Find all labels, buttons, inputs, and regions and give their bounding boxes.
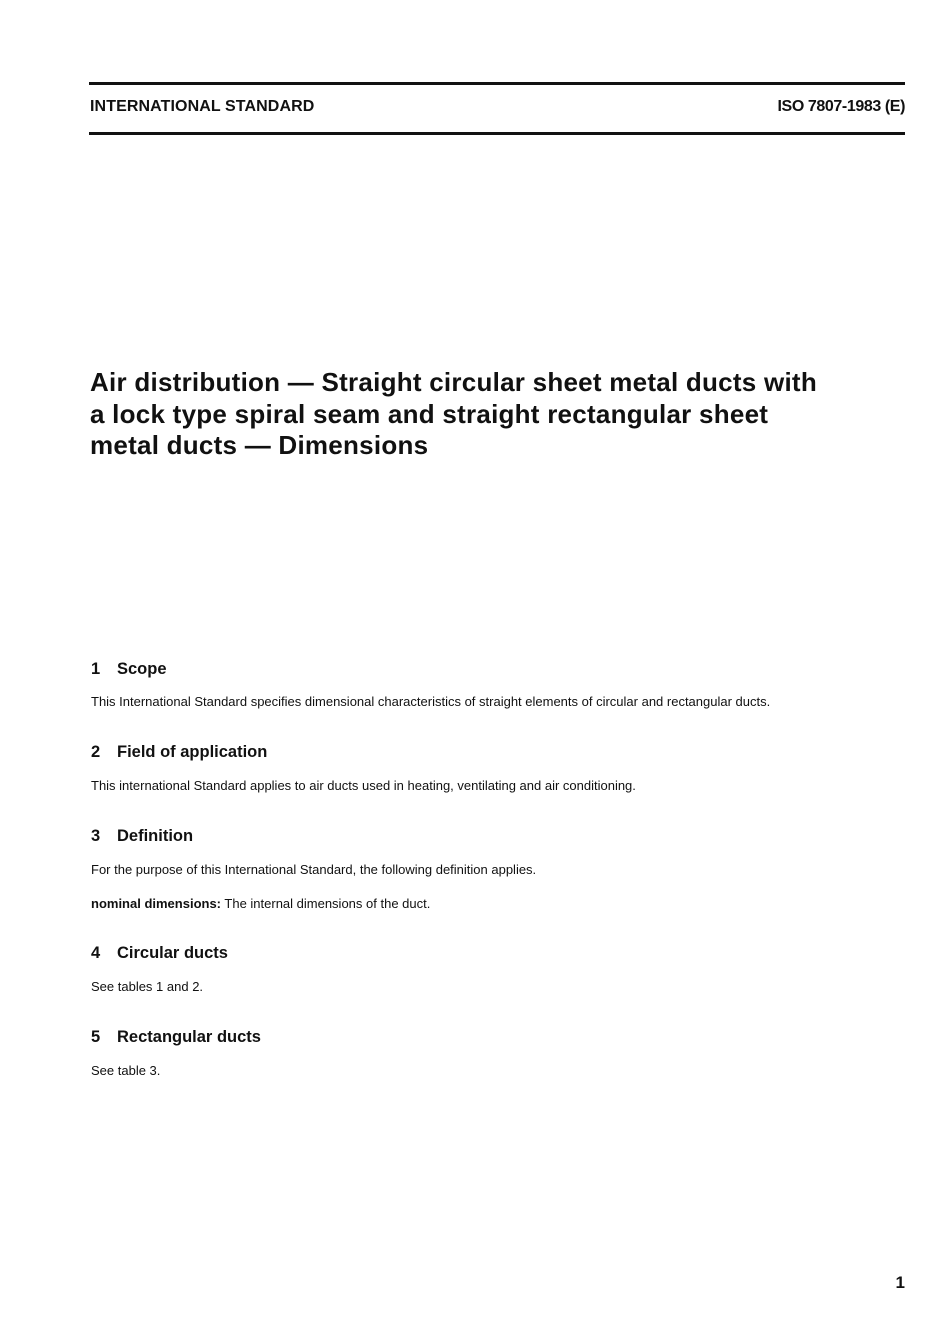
document-title [90,367,920,462]
title-line: a lock type spiral seam and straight rectangular sheet [90,398,769,429]
section-paragraph: This international Standard applies to air ducts used in heating, ventilating and air conditioning. [91,778,636,793]
section-scope [91,657,891,711]
section-paragraph: See tables 1 and 2. [91,979,204,994]
definition-text: The internal dimensions of the duct. [221,896,431,911]
section-number: 1 [91,660,101,678]
header-standard-label: INTERNATIONAL STANDARD [90,98,315,115]
section-rectangular-ducts [91,1025,891,1080]
section-title: Rectangular ducts [117,1028,261,1046]
section-title: Definition [117,827,194,845]
section-number: 4 [91,944,101,962]
section-heading [91,657,891,681]
definition-term: nominal dimensions: [91,896,222,911]
page-number: 1 [895,1273,905,1292]
section-paragraph: This International Standard specifies dimensional characteristics of straight elements of circular and rectangular ducts. [91,694,771,709]
definition-paragraph [91,895,891,913]
section-heading [91,824,891,848]
section-number: 2 [91,743,101,761]
header-bottom-rule [89,132,905,135]
title-line: Air distribution — Straight circular sheet metal ducts with [90,367,817,397]
section-heading [91,941,891,965]
section-circular-ducts [91,941,891,996]
header-top-rule [89,82,905,85]
title-line: metal ducts — Dimensions [90,430,429,460]
header-standard-number: ISO 7807-1983 (E) [777,98,905,115]
section-title: Field of application [117,743,268,761]
section-heading [91,1025,891,1049]
section-definition [91,824,891,913]
section-heading [91,740,891,764]
section-field-of-application [91,740,891,795]
section-title: Scope [117,660,167,678]
section-title: Circular ducts [117,944,228,962]
section-number: 5 [91,1028,101,1046]
section-paragraph: See table 3. [91,1063,161,1078]
section-number: 3 [91,827,101,845]
section-paragraph: For the purpose of this International Standard, the following definition applies. [91,862,537,877]
